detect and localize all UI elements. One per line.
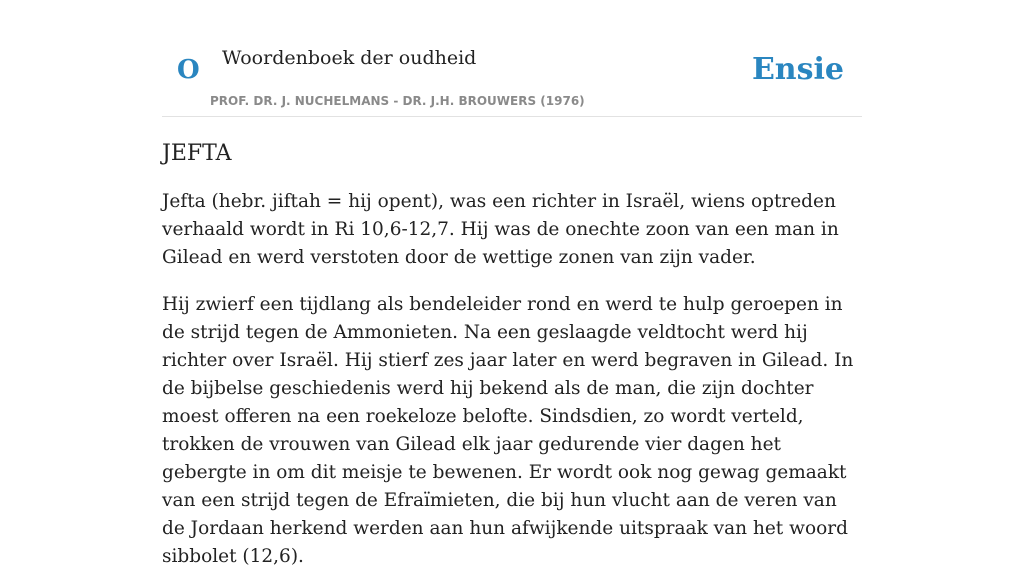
entry-content bbox=[162, 136, 862, 571]
entry-paragraph: Hij zwierf een tijdlang als bendeleider rond en werd te hulp geroepen in de strijd tegen de Ammonieten. Na een geslaagde veldtocht werd hij richter over Israël. Hij stierf zes jaar later en werd begraven in Gilead. In de bijbelse geschiedenis werd hij bekend als de man, die zijn dochter moest offeren na een roekeloze belofte. Sindsdien, zo wordt verteld, trokken de vrouwen van Gilead elk jaar gedurende vier dagen het gebergte in om dit meisje te bewenen. Er wordt ook nog gewag gemaakt van een strijd tegen de Efraïmieten, die bij hun vlucht aan de veren van de Jordaan herkend werden aan hun afwijkende uitspraak van het woord sibbolet (12,6). bbox=[162, 294, 854, 567]
brand-logo-link[interactable]: Ensie bbox=[751, 52, 844, 87]
book-authors: PROF. DR. J. NUCHELMANS - DR. J.H. BROUWERS (1976) bbox=[210, 94, 585, 108]
entry-paragraph: Jefta (hebr. jiftah = hij opent), was een richter in Israël, wiens optreden verhaald wordt in Ri 10,6-12,7. Hij was de onechte zoon van een man in Gilead en werd verstoten door de wettige zonen van zijn vader. bbox=[162, 191, 839, 268]
header bbox=[162, 0, 862, 117]
entry-title: JEFTA bbox=[162, 141, 232, 166]
index-letter[interactable]: O bbox=[177, 55, 200, 85]
book-title[interactable]: Woordenboek der oudheid bbox=[222, 47, 477, 69]
